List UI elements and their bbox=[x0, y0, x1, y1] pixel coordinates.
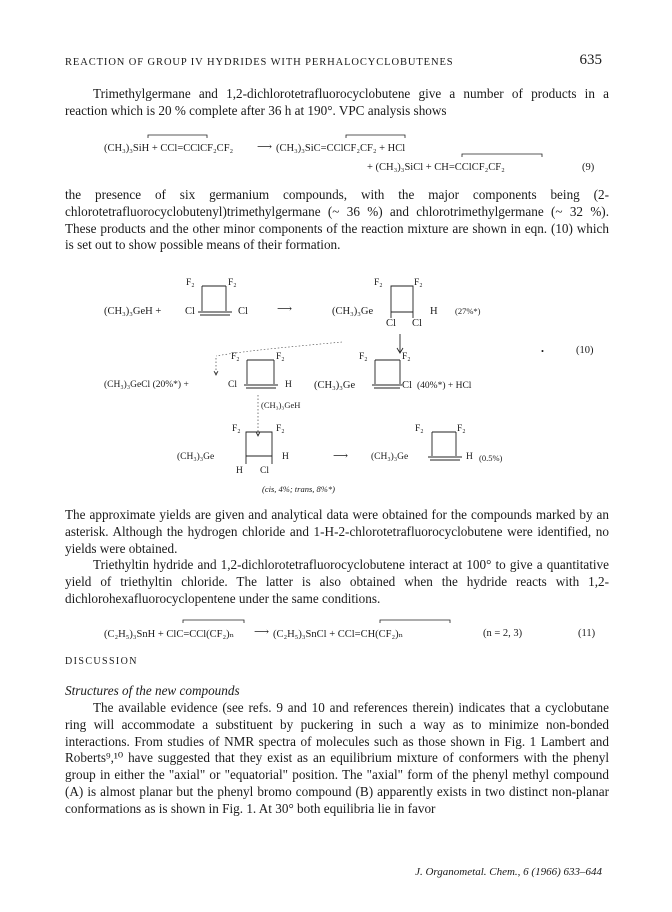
ring4-ge-group: (CH₃)₃Ge bbox=[314, 380, 356, 391]
eq11-number: (11) bbox=[578, 628, 596, 639]
ring5-h: H bbox=[282, 452, 289, 462]
subheading: Structures of the new compounds bbox=[65, 683, 240, 698]
ring6-ge-group: (CH₃)₃Ge bbox=[371, 452, 409, 462]
ring1-cl-right: Cl bbox=[238, 306, 248, 317]
ring2-cl-right: Cl bbox=[412, 318, 422, 329]
eq10-cis-trans: (cis, 4%; trans, 8%*) bbox=[262, 484, 335, 494]
ring6-f-right: F₂ bbox=[457, 424, 466, 434]
ring6-yield: (0.5%) bbox=[479, 453, 503, 463]
ring1-f-right: F₂ bbox=[228, 278, 237, 288]
eq10-reactant: (CH₃)₃GeH + bbox=[104, 306, 162, 317]
journal-footer: J. Organometal. Chem., 6 (1966) 633–644 bbox=[415, 866, 602, 878]
page-number: 635 bbox=[579, 52, 602, 68]
ring4-f-right: F₂ bbox=[402, 352, 411, 362]
eq11-right: (C₂H₅)₃SnCl + CCl=CH(CF₂)ₙ bbox=[273, 629, 404, 640]
eq10-arrow-1: ⟶ bbox=[277, 304, 293, 315]
running-title: REACTION OF GROUP IV HYDRIDES WITH PERHALOCYCLOBUTENES bbox=[65, 57, 454, 68]
ring5-ge-group: (CH₃)₃Ge bbox=[177, 452, 215, 462]
ring2-f-right: F₂ bbox=[414, 278, 423, 288]
paragraph-intro: Trimethylgermane and 1,2-dichlorotetrafluorocyclobutene give a number of products in a reaction which is 20 % complete after 36 h at 190°. VPC analysis shows bbox=[65, 86, 609, 118]
ring3-cl: Cl bbox=[228, 380, 237, 390]
eq10-reagent: (CH₃)₃GeH bbox=[261, 400, 301, 410]
ring5-f-right: F₂ bbox=[276, 424, 285, 434]
ring3-f-left: F₂ bbox=[231, 352, 240, 362]
ring2-cl-left: Cl bbox=[386, 318, 396, 329]
eq10-arrow-2: ⟶ bbox=[333, 451, 349, 462]
paragraph-triethyltin: Triethyltin hydride and 1,2-dichlorotetrafluorocyclobutene interact at 100° to give a quantitative yield of triethyltin chloride. The latter is also obtained when the hydride reacts with 1,2-dichlorohexafluorocyclopentene under the same conditions. bbox=[65, 557, 609, 606]
ring3-f-right: F₂ bbox=[276, 352, 285, 362]
ring4-yield: (40%*) + HCl bbox=[417, 381, 472, 391]
ring6-f-left: F₂ bbox=[415, 424, 424, 434]
ring2-ge-group: (CH₃)₃Ge bbox=[332, 306, 374, 317]
ring5-f-left: F₂ bbox=[232, 424, 241, 434]
ring3-h: H bbox=[285, 380, 292, 390]
paragraph-vpc-results: the presence of six germanium compounds, with the major components being (2-chlorotetrafluorocyclobutenyl)trimethylgermane (~ 36 %) and chlorotrimethylgermane (~ 32 %). These products and the other minor components of the reaction mixture are shown in eqn. (10) which is set out to show possible means of their formation. bbox=[65, 187, 609, 253]
paragraph-yields: The approximate yields are given and analytical data were obtained for the compounds marked by an asterisk. Although the hydrogen chloride and 1-H-2-chlorotetrafluorocyclobutene were identified, no yields were obtained. bbox=[65, 507, 609, 556]
eq11-condition: (n = 2, 3) bbox=[483, 628, 523, 639]
ring5-h-sub: H bbox=[236, 466, 243, 476]
eq9-line2: + (CH₃)₃SiCl + CH=CClCF₂CF₂ bbox=[367, 162, 505, 173]
eq9-arrow: ⟶ bbox=[257, 142, 273, 153]
eq9-left: (CH₃)₃SiH + CCl=CClCF₂CF₂ bbox=[104, 143, 234, 154]
ring4-cl: Cl bbox=[402, 380, 412, 391]
eq10-product-left: (CH₃)₃GeCl (20%*) + bbox=[104, 380, 189, 390]
ring1-cl-left: Cl bbox=[185, 306, 195, 317]
section-heading: DISCUSSION bbox=[65, 656, 138, 667]
eq11-left: (C₂H₅)₃SnH + ClC=CCl(CF₂)ₙ bbox=[104, 629, 235, 640]
eq10-mark: • bbox=[541, 346, 544, 356]
eq9-number: (9) bbox=[582, 162, 595, 173]
ring4-f-left: F₂ bbox=[359, 352, 368, 362]
ring2-f-left: F₂ bbox=[374, 278, 383, 288]
ring2-h: H bbox=[430, 306, 438, 317]
eq11-arrow: ⟶ bbox=[254, 627, 270, 638]
eq10-number: (10) bbox=[576, 345, 594, 356]
ring5-cl-sub: Cl bbox=[260, 466, 269, 476]
ring2-yield: (27%*) bbox=[455, 306, 481, 316]
eq9-right: (CH₃)₃SiC=CClCF₂CF₂ + HCl bbox=[276, 143, 406, 154]
ring1-f-left: F₂ bbox=[186, 278, 195, 288]
ring6-h: H bbox=[466, 452, 473, 462]
paragraph-structures: The available evidence (see refs. 9 and 10 and references therein) indicates that a cyclobutane ring will accommodate a substituent by puckering in such a way as to minimize non-bonded interactions. From studies of NMR spectra of molecules such as those shown in Fig. 1 Lambert and Roberts⁹,¹⁰ have suggested that they exist as an equilibrium mixture of conformers with the phenyl group in either the "axial" or "equatorial" position. The "axial" form of the phenyl methyl compound (A) is almost planar but the phenyl bromo compound (B) apparently exists in two distinct non-planar conformations as is shown in Fig. 1. At 30° both equilibria lie in favor bbox=[65, 700, 609, 816]
